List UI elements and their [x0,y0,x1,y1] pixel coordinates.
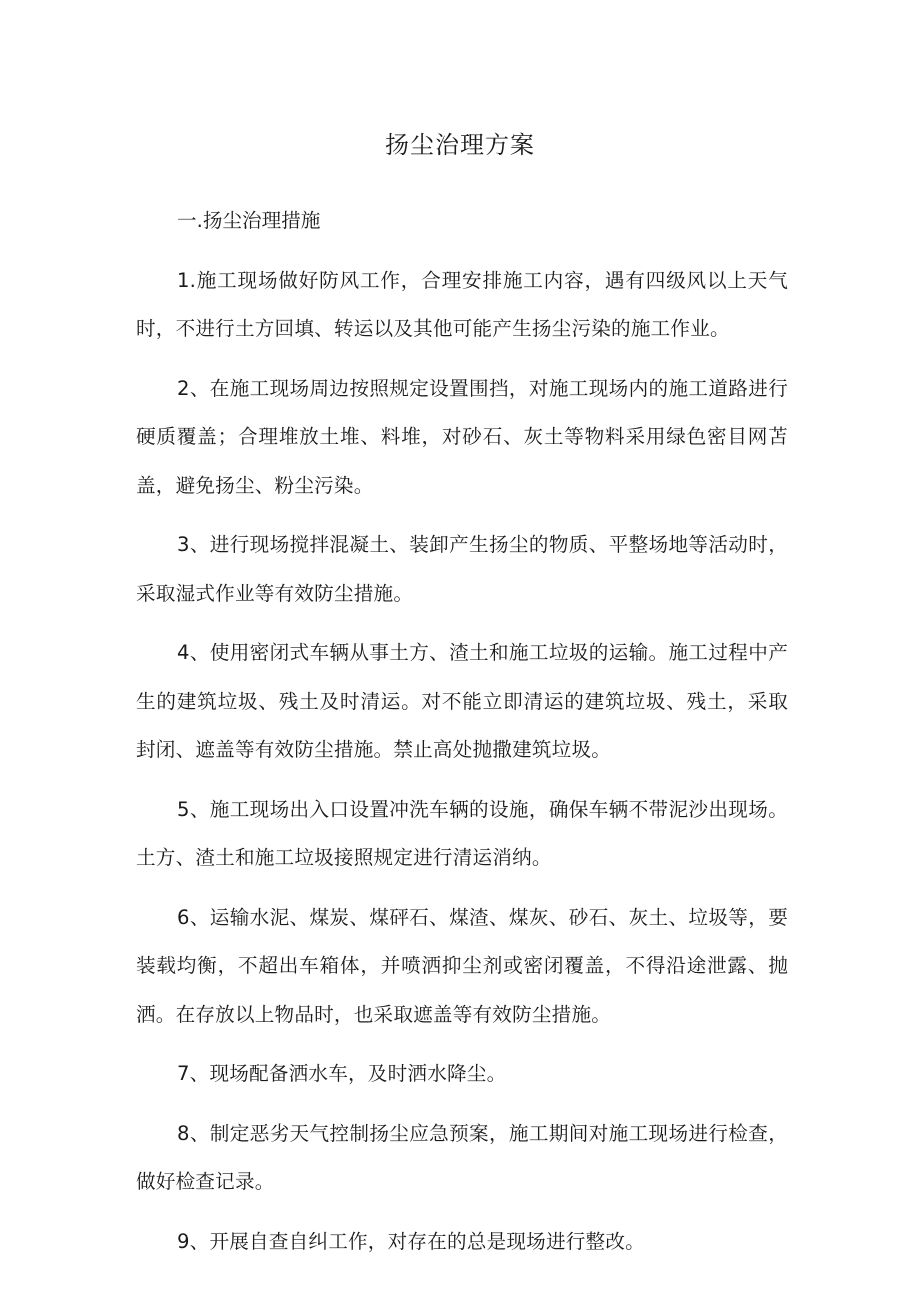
paragraph-6: 6、运输水泥、煤炭、煤砰石、煤渣、煤灰、砂石、灰土、垃圾等，要装载均衡，不超出车箱体，并喷洒抑尘剂或密闭覆盖，不得沿途泄露、抛洒。在存放以上物品时，也采取遮盖等有效防尘措施。 [136,905,788,1026]
paragraph-2: 2、在施工现场周边按照规定设置围挡，对施工现场内的施工道路进行硬质覆盖；合理堆放土堆、料堆，对砂石、灰土等物料采用绿色密目网苫盖，避免扬尘、粉尘污染。 [136,376,788,497]
paragraph-7: 7、现场配备洒水车，及时洒水降尘。 [177,1062,507,1085]
document-title: 扬尘治理方案 [385,131,535,159]
paragraph-1: 1.施工现场做好防风工作，合理安排施工内容，遇有四级风以上天气时，不进行土方回填、转运以及其他可能产生扬尘污染的施工作业。 [136,268,788,340]
paragraph-3: 3、进行现场搅拌混凝土、装卸产生扬尘的物质、平整场地等活动时，采取湿式作业等有效防尘措施。 [136,533,788,605]
paragraph-8: 8、制定恶劣天气控制扬尘应急预案，施工期间对施工现场进行检查，做好检查记录。 [136,1121,788,1193]
section-heading: 一.扬尘治理措施 [177,209,321,232]
paragraph-5: 5、施工现场出入口设置冲洗车辆的设施，确保车辆不带泥沙出现场。土方、渣土和施工垃圾接照规定进行清运消纳。 [136,797,788,869]
paragraph-9: 9、开展自查自纠工作，对存在的总是现场进行整改。 [177,1229,645,1253]
paragraph-4: 4、使用密闭式车辆从事土方、渣土和施工垃圾的运输。施工过程中产生的建筑垃圾、残土及时清运。对不能立即清运的建筑垃圾、残土，采取封闭、遮盖等有效防尘措施。禁止高处抛撒建筑垃圾。 [136,641,788,761]
document-body [136,197,788,1277]
